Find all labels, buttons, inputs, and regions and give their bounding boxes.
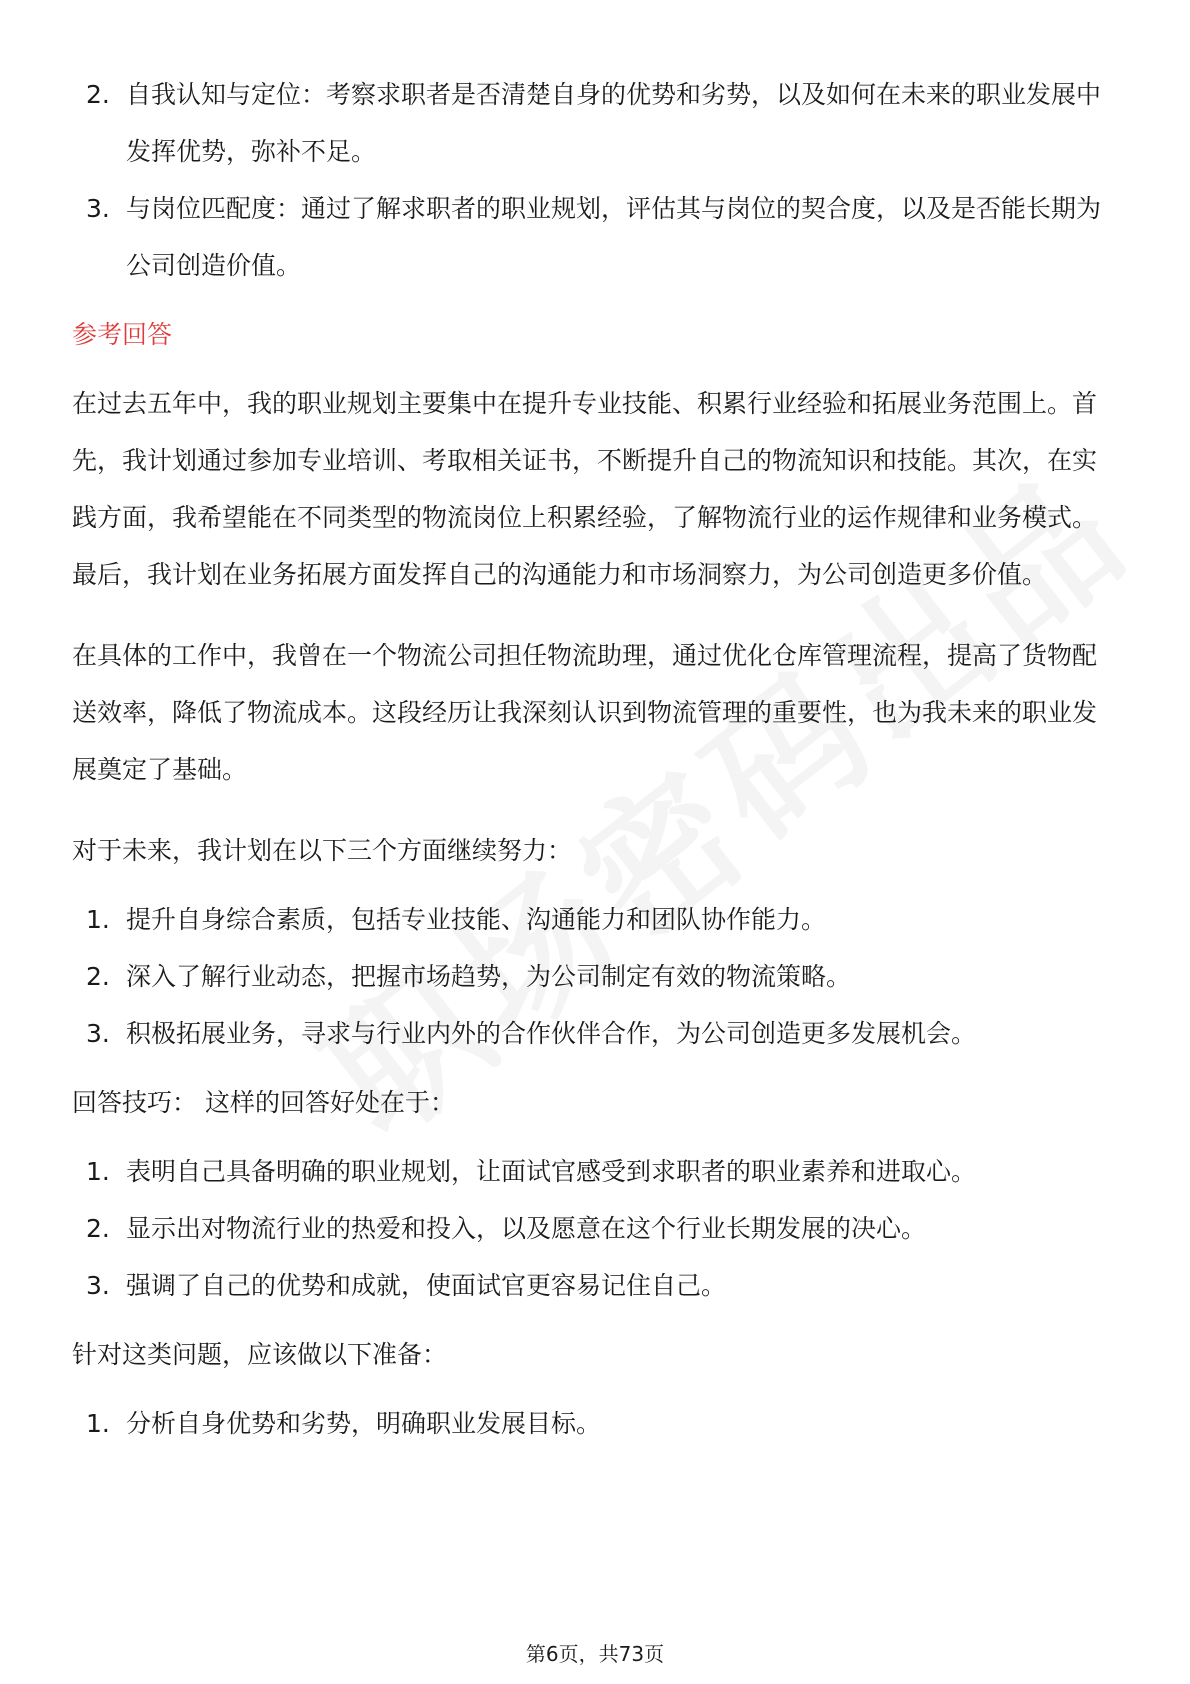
- list-item: 2. 深入了解行业动态，把握市场趋势，为公司制定有效的物流策略。: [86, 962, 852, 991]
- paragraph: 在具体的工作中，我曾在一个物流公司担任物流助理，通过优化仓库管理流程，提高了货物配送效率，降低了物流成本。这段经历让我深刻认识到物流管理的重要性，也为我未来的职业发展奠定了基础。: [72, 641, 1098, 784]
- criteria-list: [72, 66, 1120, 294]
- list-item: 1. 分析自身优势和劣势，明确职业发展目标。: [86, 1409, 602, 1438]
- list-item: 3. 强调了自己的优势和成就，使面试官更容易记住自己。: [86, 1271, 727, 1300]
- page-content: [72, 66, 1120, 1452]
- future-list: [72, 891, 1120, 1062]
- page-number-footer: 第6页，共73页: [525, 1642, 665, 1666]
- list-item: 2. 自我认知与定位：考察求职者是否清楚自身的优势和劣势，以及如何在未来的职业发展中发挥优势，弥补不足。: [86, 80, 1102, 166]
- tips-list: [72, 1143, 1120, 1314]
- list-item: 3. 积极拓展业务，寻求与行业内外的合作伙伴合作，为公司创造更多发展机会。: [86, 1019, 977, 1048]
- future-intro: 对于未来，我计划在以下三个方面继续努力：: [72, 836, 573, 865]
- prep-intro: 针对这类问题，应该做以下准备：: [72, 1340, 448, 1369]
- prep-list: [72, 1395, 1120, 1452]
- list-item: 1. 表明自己具备明确的职业规划，让面试官感受到求职者的职业素养和进取心。: [86, 1157, 977, 1186]
- list-item: 2. 显示出对物流行业的热爱和投入，以及愿意在这个行业长期发展的决心。: [86, 1214, 927, 1243]
- list-item: 3. 与岗位匹配度：通过了解求职者的职业规划，评估其与岗位的契合度，以及是否能长期为公司创造价值。: [86, 194, 1102, 280]
- list-item: 1. 提升自身综合素质，包括专业技能、沟通能力和团队协作能力。: [86, 905, 827, 934]
- tips-intro: 回答技巧： 这样的回答好处在于：: [72, 1088, 455, 1117]
- paragraph: 在过去五年中，我的职业规划主要集中在提升专业技能、积累行业经验和拓展业务范围上。首先，我计划通过参加专业培训、考取相关证书，不断提升自己的物流知识和技能。其次，在实践方面，我希望能在不同类型的物流岗位上积累经验，了解物流行业的运作规律和业务模式。最后，我计划在业务拓展方面发挥自己的沟通能力和市场洞察力，为公司创造更多价值。: [72, 389, 1098, 589]
- answer-heading: 参考回答: [72, 320, 173, 349]
